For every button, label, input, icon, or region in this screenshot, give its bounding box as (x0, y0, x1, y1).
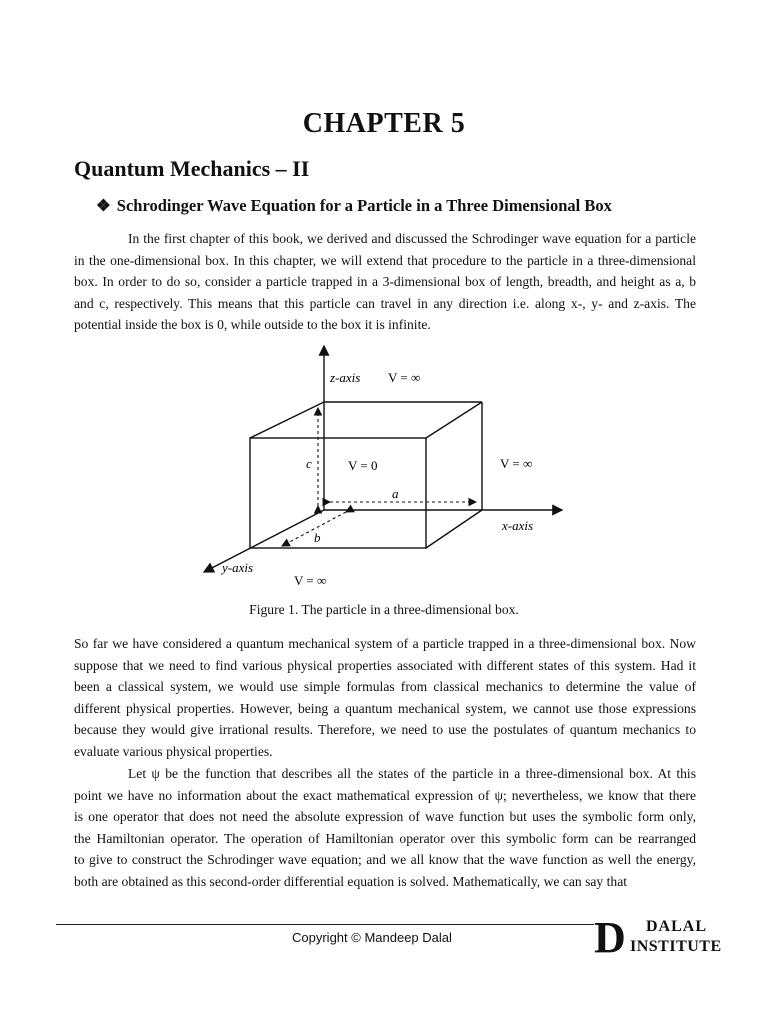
logo-line2: INSTITUTE (630, 938, 722, 955)
paragraph-line: the Hamiltonian operator. The operation of Hamiltonian operator over this symbolic form can be rearranged (74, 830, 696, 846)
paragraph-line: So far we have considered a quantum mechanical system of a particle trapped in a three-dimensional box. Now (74, 636, 696, 651)
box-diagram (196, 340, 576, 590)
box-edge (250, 402, 324, 438)
subsection-heading (96, 196, 612, 216)
paragraph-line: potential inside the box is 0, while outside to the box it is infinite. (74, 317, 431, 333)
paragraph-wave-function (74, 763, 696, 893)
label-a: a (392, 486, 399, 501)
footer-divider (56, 924, 594, 925)
figure-caption: Figure 1. The particle in a three-dimensional box. (249, 602, 519, 617)
v-infinity-top: V = ∞ (388, 370, 421, 385)
paragraph-line: box. In order to do so, consider a particle trapped in a 3-dimensional box of length, breadth, and height as a, b (74, 274, 696, 290)
paragraph-line: Let ψ be the function that describes all the states of the particle in a three-dimensional box. At this (128, 766, 696, 781)
label-c: c (306, 456, 312, 471)
paragraph-line: been a classical system, we would use simple formulas from classical mechanics to determine the value of (74, 679, 696, 695)
logo-letter: D (594, 913, 626, 962)
subsection-title: Schrodinger Wave Equation for a Particle in a Three Dimensional Box (116, 196, 612, 215)
paragraph-line: different physical properties. However, being a quantum mechanical system, we cannot use those expressions (74, 700, 696, 716)
box-edge (426, 402, 482, 438)
paragraph-line: suppose that we need to find various physical properties associated with different states of this system. Had it (74, 657, 696, 673)
z-axis-label: z-axis (330, 370, 361, 385)
paragraph-line: both are obtained as this second-order differential equation is solved. Mathematically, we can say that (74, 873, 628, 889)
logo-line1: DALAL (646, 918, 708, 935)
paragraph-line: and c, respectively. This means that this particle can travel in any direction i.e. along x-, y- and z-axis. The (74, 295, 696, 311)
v-infinity-right: V = ∞ (500, 456, 533, 471)
section-title: Quantum Mechanics – II (74, 156, 310, 181)
paragraph-line: is one operator that does not need the absolute expression of wave function but uses the symbolic form only, (74, 809, 696, 825)
v-infinity-bottom: V = ∞ (294, 573, 327, 588)
copyright-text: Copyright © Mandeep Dalal (292, 930, 452, 945)
label-b: b (314, 530, 321, 545)
dalal-institute-logo (594, 913, 724, 962)
box-edge (426, 510, 482, 548)
paragraph-line: point we have no information about the exact mathematical expression of ψ; nevertheless, we know that there (74, 787, 696, 803)
paragraph-line: in the one-dimensional box. In this chapter, we will extend that procedure to the particle in a three-dimensional (74, 252, 696, 268)
chapter-title: CHAPTER 5 (302, 108, 466, 139)
box-front-face (250, 438, 426, 548)
paragraph-line: because they would give irrational results. Therefore, we need to use the postulates of quantum mechanics to (74, 722, 696, 738)
paragraph-intro (74, 228, 696, 336)
paragraph-line: to give to construct the Schrodinger wave equation; and we all know that the wave function as well the energy, (74, 852, 696, 868)
paragraph-line: evaluate various physical properties. (74, 743, 273, 759)
x-axis-label: x-axis (502, 518, 534, 533)
v-zero-label: V = 0 (348, 458, 378, 473)
paragraph-line: In the first chapter of this book, we derived and discussed the Schrodinger wave equation for a particle (128, 231, 696, 246)
diamond-bullet-icon: ❖ (96, 196, 111, 215)
y-axis-label: y-axis (222, 560, 254, 575)
paragraph-physical-properties (74, 633, 696, 763)
